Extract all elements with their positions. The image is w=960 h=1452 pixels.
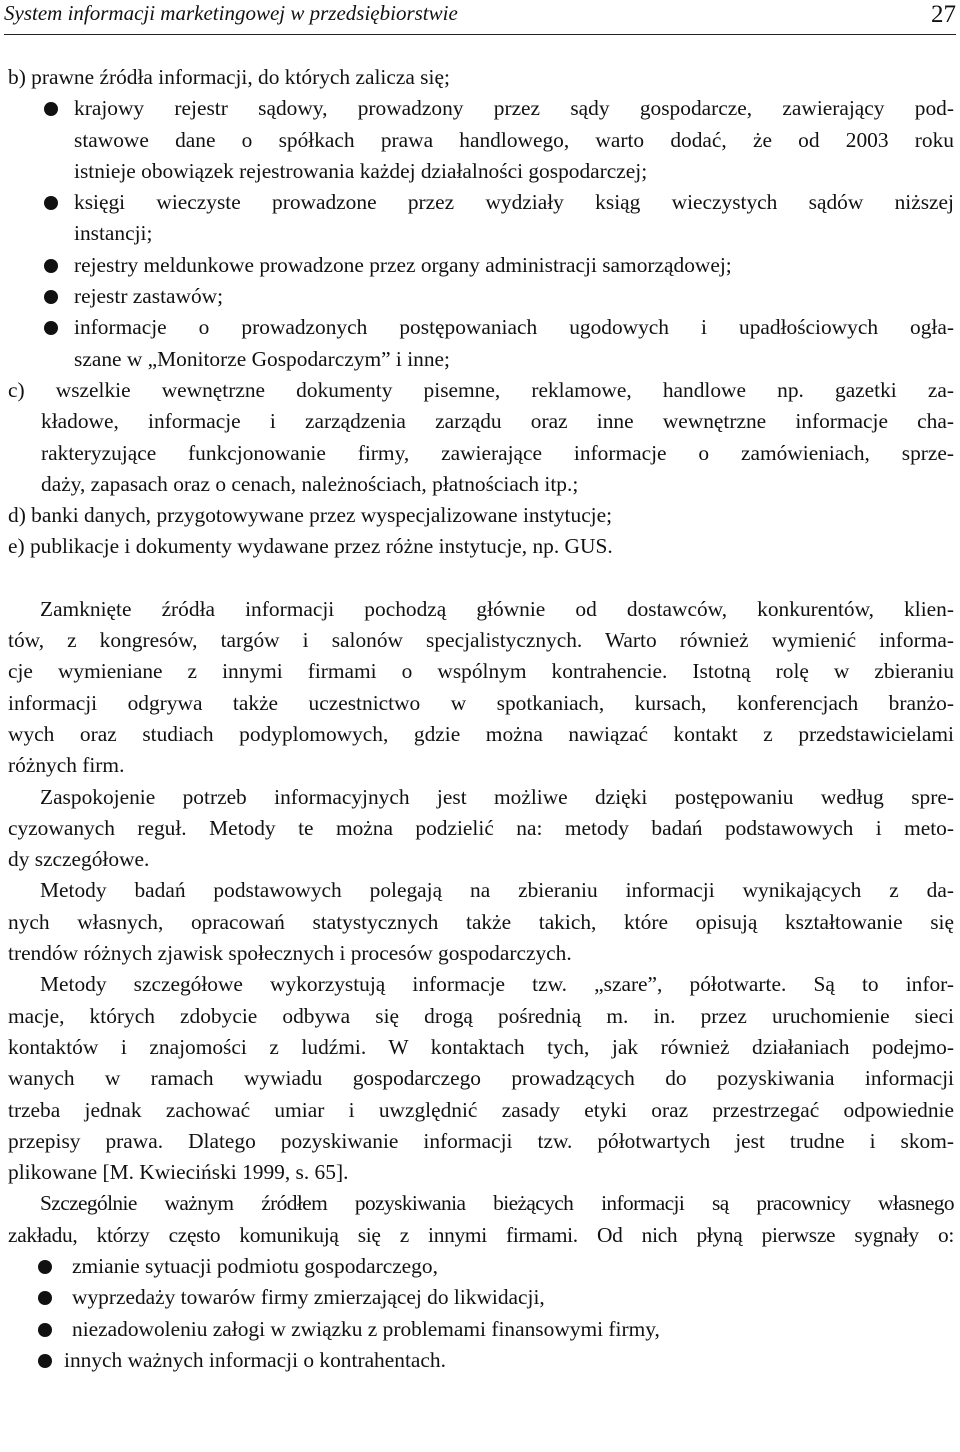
bullet-icon [44,290,58,304]
text-line: macje, których zdobycie odbywa się drogą pośrednią m. in. przez uruchomienie sieci [8,1003,954,1028]
bullet-icon [44,196,58,210]
text-line: zakładu, którzy często komunikują się z innymi firmami. Od nich płyną pierwsze sygnały o: [8,1222,954,1247]
bullet-icon [44,102,58,116]
text-line: kontaktów i znajomości z ludźmi. W kontaktach tych, jak również działaniach podejmo- [8,1034,954,1059]
header-rule [4,34,956,35]
text-line: rakteryzujące funkcjonowanie firmy, zawierające informacje o zamówieniach, sprze- [41,440,954,465]
text-line: Zaspokojenie potrzeb informacyjnych jest możliwe dzięki postępowaniu według spre- [40,784,954,809]
text-line: informacje o prowadzonych postępowaniach ugodowych i upadłościowych ogła- [8,312,954,343]
running-header [4,0,956,26]
text-line: wych oraz studiach podyplomowych, gdzie można nawiązać kontakt z przedstawicielami [8,721,954,746]
text-line: stawowe dane o spółkach prawa handlowego, warto dodać, że od 2003 roku [74,127,954,152]
page-number: 27 [931,1,956,28]
text-line: wanych w ramach wywiadu gospodarczego prowadzących do pozyskiwania informacji [8,1066,954,1091]
text-line: nych własnych, opracowań statystycznych także takich, które opisują kształtowanie się [8,909,954,934]
text-line: przepisy prawa. Dlatego pozyskiwanie informacji tzw. półotwartych jest trudne i skom- [8,1128,954,1153]
text-line: tów, z kongresów, targów i salonów specjalistycznych. Warto również wymienić informa- [8,628,954,653]
text-line: niezadowoleniu załogi w związku z problemami finansowymi firmy, [8,1314,954,1345]
list-item-e: e) publikacje i dokumenty wydawane przez różne instytucje, np. GUS. [8,534,613,559]
bullet-icon [38,1291,52,1305]
text-line: plikowane [M. Kwieciński 1999, s. 65]. [8,1160,349,1185]
text-line: trzeba jednak zachować umiar i uwzględnić zasady etyki oraz przestrzegać odpowiednie [8,1097,954,1122]
text-line: krajowy rejestr sądowy, prowadzony przez sądy gospodarcze, zawierający pod- [8,93,954,124]
text-line: innych ważnych informacji o kontrahentach. [8,1345,954,1376]
list-item-b: b) prawne źródła informacji, do których zalicza się; [8,65,450,89]
bullet-icon [38,1323,52,1337]
bullet-icon [38,1354,52,1368]
text-line: różnych firm. [8,753,125,778]
running-title: System informacji marketingowej w przedsiębiorstwie [4,1,458,25]
text-line: rejestr zastawów; [8,281,954,312]
text-line: księgi wieczyste prowadzone przez wydziały ksiąg wieczystych sądów niższej [8,187,954,218]
text-line: Szczególnie ważnym źródłem pozyskiwania bieżących informacji są pracownicy własnego [40,1191,954,1216]
text-line: szane w „Monitorze Gospodarczym” i inne; [74,346,450,371]
text-line: Metody badań podstawowych polegają na zbieraniu informacji wynikających z da- [40,878,954,903]
text-line: dy szczegółowe. [8,847,150,872]
bullet-icon [44,259,58,273]
text-line: istnieje obowiązek rejestrowania każdej działalności gospodarczej; [74,158,648,183]
text-line: wyprzedaży towarów firmy zmierzającej do likwidacji, [8,1282,954,1313]
text-line: kładowe, informacje i zarządzenia zarządu oraz inne wewnętrzne informacje cha- [41,409,954,434]
text-line: informacji odgrywa także uczestnictwo w spotkaniach, kursach, konferencjach branżo- [8,690,954,715]
paragraph-gap [8,563,954,594]
bullet-icon [38,1260,52,1274]
text-line: Zamknięte źródła informacji pochodzą głównie od dostawców, konkurentów, klien- [40,596,954,621]
list-item-d: d) banki danych, przygotowywane przez wyspecjalizowane instytucje; [8,503,613,528]
text-line: rejestry meldunkowe prowadzone przez organy administracji samorządowej; [8,250,954,281]
bullet-icon [44,321,58,335]
text-line: cyzowanych reguł. Metody te można podzielić na: metody badań podstawowych i meto- [8,815,954,840]
text-line: cje wymieniane z innymi firmami o wspólnym kontrahencie. Istotną rolę w zbieraniu [8,659,954,684]
text-line: zmianie sytuacji podmiotu gospodarczego, [8,1251,954,1282]
text-line: trendów różnych zjawisk społecznych i procesów gospodarczych. [8,941,572,966]
list-item-c: c) wszelkie wewnętrzne dokumenty pisemne, reklamowe, handlowe np. gazetki za- [8,377,954,402]
text-line: Metody szczegółowe wykorzystują informacje tzw. „szare”, półotwarte. Są to infor- [40,972,954,997]
body-text [8,62,954,1376]
text-line: instancji; [74,221,153,246]
text-line: daży, zapasach oraz o cenach, należnościach, płatnościach itp.; [41,471,579,496]
